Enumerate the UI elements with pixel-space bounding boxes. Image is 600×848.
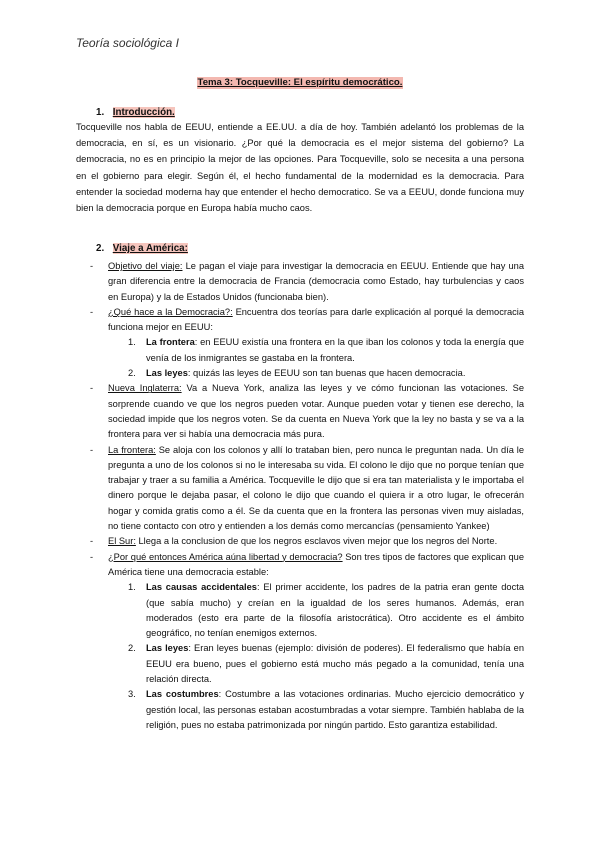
- item-text: Encuentra dos teorías para darle explicación al porqué la democracia funciona mejor en EEUU:: [108, 306, 524, 333]
- intro-paragraph: Tocqueville nos habla de EEUU, entiende a EE.UU. a día de hoy. También adelantó los problemas de la democracia, en sí, es un visionario. ¿Por qué la democracia es el mejor sistema del gobierno? La democracia, no es en principio la mejor de las opciones. Para Tocqueville, solo se necesita a una persona en el gobierno para elegir. Según él, el hecho fundamental de la modernidad es la democracia. Para entender la sociedad moderna hay que entender el hecho democratico. Se va a EEUU, donde funciona muy bien la democracia porque en Europa había mucho caos.: [76, 122, 524, 214]
- section-title: Viaje a América:: [112, 243, 188, 254]
- list-item: - Objetivo del viaje: Le pagan el viaje para investigar la democracia en EEUU. Entiende que hay una gran diferencia entre la democracia de Francia (democracia como Estado, hay turbulencias y caos en Europa) y la de Estados Unidos (funcionaba bien).: [90, 261, 524, 302]
- sub-number: 2.: [128, 368, 136, 379]
- sub-number: 1.: [128, 337, 136, 348]
- item-label: Nueva Inglaterra:: [108, 383, 182, 394]
- sub-number: 1.: [128, 582, 136, 593]
- sub-label: Las causas accidentales: [146, 582, 257, 593]
- sub-number: 3.: [128, 689, 136, 700]
- sub-text: : Eran leyes buenas (ejemplo: división de poderes). El federalismo que había en EEUU era bueno, pues el gobierno está mucho más pegado a la comunidad, tenía una relación directa.: [146, 643, 525, 685]
- item-label: ¿Qué hace a la Democracia?:: [108, 306, 233, 317]
- sub-text: : El primer accidente, los padres de la patria eran gente docta (que sabía mucho) y creían en la igualdad de los seres humanos. Además, eran moderados (esto era parte de la filosofía aristocrática). Otro accidente es el ámbito geográfico, no tenían enemigos externos.: [146, 582, 524, 639]
- item-text: Le pagan el viaje para investigar la democracia en EEUU. Entiende que hay una gran diferencia entre la democracia de Francia (democracia como Estado, hay turbulencias y caos en Europa) y la de Estados Unidos (funcionaba bien).: [108, 261, 524, 302]
- item-text: Son tres tipos de factores que explican que América tiene una democracia estable:: [108, 551, 524, 577]
- sub-list-item: [76, 641, 524, 687]
- sub-list-item: [76, 366, 524, 381]
- section-heading-intro: [96, 107, 175, 118]
- document-title: Tema 3: Tocqueville: El espíritu democrático.: [197, 77, 403, 88]
- list-item: - ¿Qué hace a la Democracia?: Encuentra dos teorías para darle explicación al porqué la democracia funciona mejor en EEUU:: [90, 306, 524, 333]
- sub-text: : Costumbre a las votaciones ordinarias. Mucho ejercicio democrático y gestión local, las personas estaban acostumbradas a votar siempre. También hablaba de la religión, pues no estaba patrimonizada por ningún partido. Esto garantiza estabilidad.: [146, 689, 524, 730]
- item-text: Va a Nueva York, analiza las leyes y ve cómo funcionan las votaciones. Se sorprende cuando ve que los negros pueden votar. Aunque pueden votar y tienen ese derecho, la sociedad impide que los negros voten. Se da cuenta en Nueva York que la ley no basta y se va a la frontera para ver si había una democracia más pura.: [108, 383, 524, 440]
- item-text: Llega a la conclusion de que los negros esclavos viven mejor que los negros del Norte.: [135, 536, 498, 547]
- section-heading-viaje: [96, 243, 188, 254]
- sub-text: : en EEUU existía una frontera en la que iban los colonos y toda la energía que venía de los inmigrantes se gastaba en la frontera.: [146, 337, 525, 363]
- section-number: 2.: [96, 243, 105, 254]
- list-item: - Nueva Inglaterra: Va a Nueva York, analiza las leyes y ve cómo funcionan las votaciones. Se sorprende cuando ve que los negros pueden votar. Aunque pueden votar y tienen ese derecho, la sociedad impide que los negros voten. Se da cuenta en Nueva York que la ley no basta y se va a la frontera para ver si había una democracia más pura.: [90, 383, 524, 440]
- item-label: El Sur:: [108, 536, 136, 547]
- section-title: Introducción.: [112, 107, 175, 118]
- item-label: Objetivo del viaje:: [108, 261, 183, 271]
- sub-list-item: [76, 580, 524, 641]
- item-label: ¿Por qué entonces América aúna libertad y democracia?: [108, 551, 343, 562]
- sub-label: Las leyes: [146, 643, 189, 654]
- sub-text: : quizás las leyes de EEUU son tan buenas que hacen democracia.: [187, 368, 466, 379]
- sub-label: Las costumbres: [146, 689, 219, 700]
- item-text: Se aloja con los colonos y allí lo trataban bien, pero nunca le preguntan nada. Un día le pregunta a uno de los colonos si no le interesaba su vida. El colono le dijo que no porque tenían que trabajar y traer a su familia a América. Tocqueville le dijo que si era tan materialista y le importaba el dinero porque le dejaba pasar, el colono le dijo que cuando el quiera ir a otro lugar, le ofrecerán hogar y comida gratis como a él. Se da cuenta que en la frontera las personas viven muy aisladas, no tiene contacto con otro y entienden a los demás como mercancías (pensamiento Yankee): [108, 444, 524, 532]
- item-label: La frontera:: [108, 444, 156, 455]
- viaje-list: [76, 259, 524, 733]
- list-item: - ¿Por qué entonces América aúna libertad y democracia? Son tres tipos de factores que explican que América tiene una democracia estable:: [90, 551, 524, 577]
- sub-list-item: [76, 687, 524, 733]
- sub-label: La frontera: [146, 337, 195, 348]
- sub-number: 2.: [128, 643, 136, 654]
- list-item: - La frontera: Se aloja con los colonos y allí lo trataban bien, pero nunca le preguntan nada. Un día le pregunta a uno de los colonos si no le interesaba su vida. El colono le dijo que no porque tenían que trabajar y traer a su familia a América. Tocqueville le dijo que si era tan materialista y le importaba el dinero porque le dejaba pasar, el colono le dijo que cuando el quiera ir a otro lugar, le ofrecerán hogar y comida gratis como a él. Se da cuenta que en la frontera las personas viven muy aisladas, no tiene contacto con otro y entienden a los demás como mercancías (pensamiento Yankee): [90, 444, 524, 532]
- page-header: Teoría sociológica I: [76, 36, 179, 50]
- sub-list-item: [76, 335, 524, 366]
- sub-label: Las leyes: [146, 368, 188, 379]
- list-item: - El Sur: Llega a la conclusion de que los negros esclavos viven mejor que los negros del Norte.: [90, 536, 498, 547]
- section-number: 1.: [96, 107, 105, 118]
- title-wrapper: [0, 72, 600, 90]
